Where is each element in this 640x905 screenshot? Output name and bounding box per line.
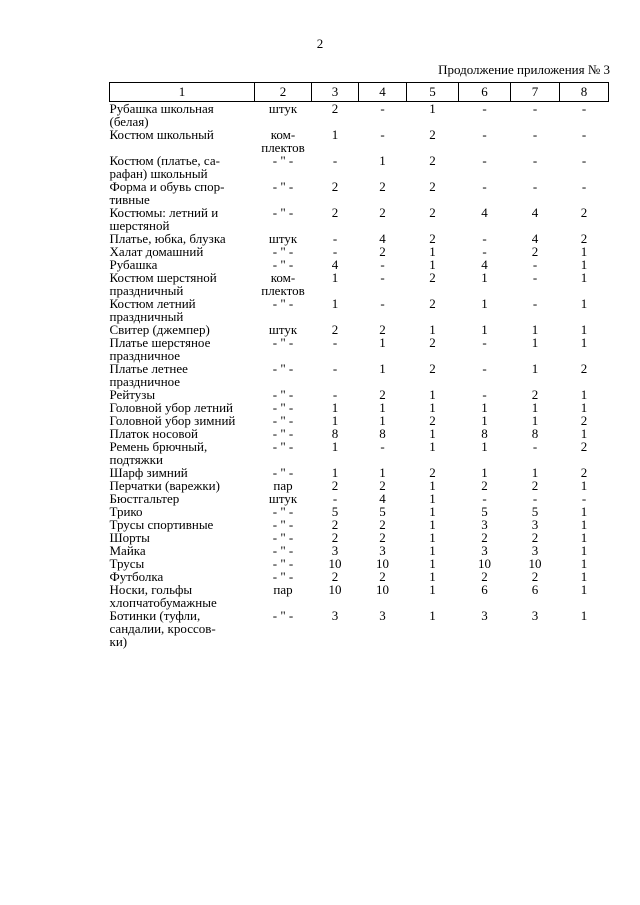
item-name-line: Майка: [109, 543, 146, 558]
quantity-cell: 10: [528, 556, 542, 571]
table-header-row: [110, 83, 609, 102]
quantity-cell: 8: [481, 426, 488, 441]
unit-cell: [255, 583, 312, 609]
item-name-line: Перчатки (варежки): [109, 478, 220, 493]
unit-line: - " -: [272, 426, 294, 441]
quantity-cell: 1: [481, 296, 488, 311]
column-header: 1: [110, 83, 255, 102]
quantity-cell: -: [482, 101, 487, 116]
unit-line: - " -: [272, 413, 294, 428]
table-row: [110, 154, 609, 180]
quantity-cell: 10: [376, 556, 389, 571]
quantity-cell: 1: [481, 322, 488, 337]
item-name-line: (белая): [109, 114, 149, 129]
quantity-cell: 4: [379, 231, 386, 246]
quantity-cell: -: [532, 127, 538, 142]
quantity-cell: 1: [580, 322, 588, 337]
unit-line: штук: [268, 231, 298, 246]
quantity-cell: 2: [379, 179, 386, 194]
quantity-cell: 2: [531, 244, 539, 259]
quantity-cell: 2: [331, 205, 339, 220]
quantity-cell: 2: [481, 569, 488, 584]
clothing-norms-table: [109, 82, 609, 648]
quantity-cell: 2: [379, 530, 386, 545]
quantity-cell: 1: [429, 491, 436, 506]
item-name-line: хлопчатобумажные: [109, 595, 217, 610]
quantity-cell: 10: [478, 556, 491, 571]
quantity-cell: 3: [531, 543, 539, 558]
item-name-line: Форма и обувь спор-: [109, 179, 225, 194]
quantity-cell: 1: [331, 439, 339, 454]
unit-line: - " -: [272, 543, 294, 558]
item-name-line: Носки, гольфы: [109, 582, 193, 597]
quantity-cell: 1: [429, 543, 436, 558]
table-row: [110, 271, 609, 297]
table-row: [110, 128, 609, 154]
quantity-cell: 2: [429, 127, 436, 142]
quantity-cell: 2: [580, 439, 588, 454]
item-name-line: Платок носовой: [109, 426, 198, 441]
quantity-cell: 1: [580, 478, 588, 493]
item-name-line: Шарф зимний: [109, 465, 188, 480]
table-row: [110, 609, 609, 648]
quantity-cell: 1: [429, 426, 436, 441]
item-name-cell: [110, 583, 255, 609]
quantity-cell: 5: [531, 504, 539, 519]
unit-cell: [255, 440, 312, 466]
quantity-cell: 2: [429, 270, 436, 285]
item-name-line: Халат домашний: [109, 244, 204, 259]
quantity-cell: 1: [429, 569, 436, 584]
item-name-cell: [110, 336, 255, 362]
quantity-cell: 3: [481, 543, 488, 558]
quantity-cell: 2: [331, 530, 339, 545]
column-header: 4: [359, 83, 407, 102]
quantity-cell: 1: [429, 400, 436, 415]
quantity-cell: 2: [481, 478, 488, 493]
unit-line: - " -: [272, 179, 294, 194]
quantity-cell: 2: [580, 205, 588, 220]
quantity-cell: -: [581, 179, 587, 194]
quantity-cell: 1: [379, 413, 386, 428]
quantity-cell: 1: [580, 530, 588, 545]
quantity-cell: 8: [379, 426, 386, 441]
quantity-cell: 2: [429, 231, 436, 246]
unit-line: пар: [273, 478, 293, 493]
unit-line: - " -: [272, 335, 294, 350]
quantity-cell: 1: [379, 465, 386, 480]
quantity-cell: -: [380, 439, 385, 454]
table-row: [110, 102, 609, 129]
item-name-line: Костюм летний: [109, 296, 196, 311]
quantity-cell: 1: [429, 530, 436, 545]
unit-cell: [255, 180, 312, 206]
quantity-cell: 4: [481, 205, 488, 220]
quantity-cell: 2: [379, 517, 386, 532]
quantity-cell: 1: [580, 543, 588, 558]
quantity-cell: -: [482, 387, 487, 402]
unit-cell: [255, 362, 312, 388]
quantity-cell: 1: [331, 413, 339, 428]
unit-cell: [255, 206, 312, 232]
quantity-cell: 2: [531, 569, 539, 584]
quantity-cell: 2: [429, 335, 436, 350]
quantity-cell: 2: [331, 101, 339, 116]
quantity-cell: 1: [531, 465, 539, 480]
quantity-cell: 1: [331, 270, 339, 285]
item-name-cell: [110, 102, 255, 129]
unit-cell: [255, 297, 312, 323]
item-name-line: Рубашка: [109, 257, 158, 272]
quantity-cell: 2: [580, 465, 588, 480]
quantity-cell: 2: [331, 322, 339, 337]
quantity-cell: 2: [429, 153, 436, 168]
quantity-cell: 1: [580, 296, 588, 311]
quantity-cell: 4: [481, 257, 488, 272]
item-name-line: Костюмы: летний и: [109, 205, 219, 220]
item-name-cell: [110, 180, 255, 206]
quantity-cell: 1: [331, 296, 339, 311]
unit-line: - " -: [272, 504, 294, 519]
quantity-cell: 1: [580, 335, 588, 350]
table-row: [110, 297, 609, 323]
item-name-line: Трусы: [109, 556, 145, 571]
quantity-cell: 1: [580, 504, 588, 519]
quantity-cell: 1: [429, 556, 436, 571]
quantity-cell: -: [532, 179, 538, 194]
unit-line: - " -: [272, 530, 294, 545]
quantity-cell: -: [332, 361, 338, 376]
quantity-cell: 1: [429, 322, 436, 337]
unit-cell: [255, 102, 312, 129]
column-header: 2: [255, 83, 312, 102]
quantity-cell: 4: [331, 257, 339, 272]
quantity-cell: 1: [531, 335, 539, 350]
quantity-cell: 4: [531, 205, 539, 220]
unit-line: - " -: [272, 439, 294, 454]
item-name-line: сандалии, кроссов-: [109, 621, 216, 636]
quantity-cell: -: [332, 335, 338, 350]
quantity-cell: 1: [429, 478, 436, 493]
quantity-cell: 1: [481, 400, 488, 415]
quantity-cell: -: [581, 491, 587, 506]
unit-line: - " -: [272, 569, 294, 584]
quantity-cell: 3: [481, 517, 488, 532]
quantity-cell: 1: [331, 127, 339, 142]
quantity-cell: -: [380, 270, 385, 285]
unit-line: ком-: [270, 270, 296, 285]
column-header: 7: [511, 83, 560, 102]
quantity-cell: -: [482, 153, 487, 168]
quantity-cell: 5: [379, 504, 386, 519]
item-name-line: рафан) школьный: [109, 166, 208, 181]
item-name-line: Футболка: [109, 569, 164, 584]
item-name-line: праздничное: [109, 348, 181, 363]
quantity-cell: -: [532, 296, 538, 311]
quantity-cell: 3: [379, 608, 386, 623]
quantity-cell: -: [482, 231, 487, 246]
unit-line: плектов: [261, 140, 305, 155]
item-name-line: шерстяной: [109, 218, 170, 233]
quantity-cell: 1: [331, 465, 339, 480]
item-name-line: Костюм (платье, са-: [109, 153, 220, 168]
quantity-cell: 1: [531, 361, 539, 376]
quantity-cell: -: [380, 296, 385, 311]
item-name-line: Головной убор летний: [109, 400, 233, 415]
quantity-cell: 1: [429, 517, 436, 532]
item-name-cell: [110, 297, 255, 323]
item-name-line: Платье летнее: [109, 361, 188, 376]
quantity-cell: 10: [328, 582, 342, 597]
quantity-cell: 1: [580, 257, 588, 272]
unit-line: - " -: [272, 257, 294, 272]
quantity-cell: 2: [580, 231, 588, 246]
page-number: 2: [316, 36, 324, 51]
unit-line: - " -: [272, 517, 294, 532]
quantity-cell: 1: [580, 582, 588, 597]
unit-line: - " -: [272, 556, 294, 571]
quantity-cell: 1: [331, 400, 339, 415]
quantity-cell: -: [332, 153, 338, 168]
quantity-cell: 3: [531, 608, 539, 623]
table-row: [110, 206, 609, 232]
item-name-line: Ботинки (туфли,: [109, 608, 201, 623]
quantity-cell: 1: [429, 504, 436, 519]
item-name-cell: [110, 271, 255, 297]
quantity-cell: 2: [379, 387, 386, 402]
quantity-cell: 2: [379, 322, 386, 337]
quantity-cell: 2: [429, 296, 436, 311]
quantity-cell: -: [532, 101, 538, 116]
quantity-cell: 1: [429, 257, 436, 272]
table-row: [110, 440, 609, 466]
quantity-cell: 2: [331, 569, 339, 584]
unit-line: - " -: [272, 400, 294, 415]
quantity-cell: 6: [481, 582, 488, 597]
item-name-line: праздничный: [109, 309, 184, 324]
item-name-cell: [110, 128, 255, 154]
unit-line: ком-: [270, 127, 296, 142]
item-name-cell: [110, 154, 255, 180]
item-name-line: праздничный: [109, 283, 184, 298]
quantity-cell: 10: [328, 556, 342, 571]
quantity-cell: 1: [531, 322, 539, 337]
column-header: 5: [407, 83, 459, 102]
quantity-cell: -: [332, 387, 338, 402]
quantity-cell: 1: [429, 582, 436, 597]
column-header: 8: [560, 83, 609, 102]
quantity-cell: 3: [481, 608, 488, 623]
quantity-cell: 1: [580, 556, 588, 571]
quantity-cell: -: [482, 179, 487, 194]
quantity-cell: -: [380, 101, 385, 116]
quantity-cell: 1: [580, 569, 588, 584]
column-header: 3: [312, 83, 359, 102]
item-name-line: Шорты: [109, 530, 150, 545]
quantity-cell: 1: [580, 517, 588, 532]
quantity-cell: -: [332, 491, 338, 506]
item-name-line: тивные: [109, 192, 150, 207]
quantity-cell: 2: [429, 205, 436, 220]
quantity-cell: 5: [331, 504, 339, 519]
quantity-cell: 1: [481, 439, 488, 454]
quantity-cell: 4: [531, 231, 539, 246]
quantity-cell: 2: [531, 387, 539, 402]
quantity-cell: 1: [580, 387, 588, 402]
item-name-line: Платье, юбка, блузка: [109, 231, 226, 246]
item-name-line: Рейтузы: [109, 387, 156, 402]
quantity-cell: -: [532, 257, 538, 272]
unit-cell: [255, 336, 312, 362]
quantity-cell: 1: [580, 608, 588, 623]
quantity-cell: 1: [531, 413, 539, 428]
quantity-cell: -: [482, 127, 487, 142]
quantity-cell: 3: [331, 608, 339, 623]
quantity-cell: 2: [429, 465, 436, 480]
quantity-cell: -: [482, 244, 487, 259]
quantity-cell: 1: [429, 439, 436, 454]
quantity-cell: 2: [481, 530, 488, 545]
quantity-cell: -: [532, 439, 538, 454]
item-name-cell: [110, 609, 255, 648]
unit-line: - " -: [272, 153, 294, 168]
quantity-cell: 2: [379, 478, 386, 493]
quantity-cell: 2: [379, 244, 386, 259]
quantity-cell: -: [482, 491, 487, 506]
item-name-line: подтяжки: [109, 452, 163, 467]
unit-line: - " -: [272, 361, 294, 376]
table-row: [110, 180, 609, 206]
item-name-line: праздничное: [109, 374, 181, 389]
column-header: 6: [459, 83, 511, 102]
unit-cell: [255, 271, 312, 297]
quantity-cell: 2: [331, 478, 339, 493]
unit-cell: [255, 128, 312, 154]
quantity-cell: 8: [531, 426, 539, 441]
quantity-cell: -: [532, 270, 538, 285]
quantity-cell: -: [581, 101, 587, 116]
quantity-cell: 2: [429, 361, 436, 376]
quantity-cell: 1: [429, 387, 436, 402]
item-name-line: Костюм шерстяной: [109, 270, 217, 285]
quantity-cell: 1: [379, 400, 386, 415]
item-name-line: ки): [109, 634, 128, 649]
quantity-cell: -: [581, 127, 587, 142]
quantity-cell: 2: [331, 517, 339, 532]
unit-line: - " -: [272, 244, 294, 259]
quantity-cell: -: [332, 244, 338, 259]
unit-cell: [255, 609, 312, 648]
quantity-cell: 1: [379, 335, 386, 350]
item-name-line: Трико: [109, 504, 143, 519]
quantity-cell: 1: [531, 400, 539, 415]
quantity-cell: 1: [481, 270, 488, 285]
quantity-cell: 1: [580, 426, 588, 441]
quantity-cell: 2: [580, 361, 588, 376]
item-name-cell: [110, 362, 255, 388]
quantity-cell: 3: [531, 517, 539, 532]
unit-line: - " -: [272, 205, 294, 220]
unit-line: пар: [273, 582, 293, 597]
unit-cell: [255, 154, 312, 180]
unit-line: - " -: [272, 608, 294, 623]
quantity-cell: 1: [580, 400, 588, 415]
quantity-cell: 8: [331, 426, 339, 441]
table-body: [110, 102, 609, 649]
quantity-cell: 6: [531, 582, 539, 597]
quantity-cell: -: [532, 491, 538, 506]
item-name-line: Головной убор зимний: [109, 413, 236, 428]
table-row: [110, 583, 609, 609]
unit-line: штук: [268, 322, 298, 337]
item-name-line: Ремень брючный,: [109, 439, 208, 454]
appendix-continuation-note: Продолжение приложения № 3: [438, 62, 610, 77]
quantity-cell: 3: [379, 543, 386, 558]
quantity-cell: -: [581, 153, 587, 168]
quantity-cell: -: [332, 231, 338, 246]
unit-line: - " -: [272, 296, 294, 311]
quantity-cell: 1: [580, 244, 588, 259]
quantity-cell: 4: [379, 491, 386, 506]
table-row: [110, 336, 609, 362]
quantity-cell: -: [482, 335, 487, 350]
quantity-cell: 2: [429, 179, 436, 194]
quantity-cell: 1: [481, 465, 488, 480]
quantity-cell: 5: [481, 504, 488, 519]
unit-line: - " -: [272, 387, 294, 402]
quantity-cell: 2: [531, 530, 539, 545]
quantity-cell: 2: [379, 205, 386, 220]
quantity-cell: 1: [429, 101, 436, 116]
item-name-line: Рубашка школьная: [109, 101, 214, 116]
unit-line: штук: [268, 101, 298, 116]
item-name-line: Костюм школьный: [109, 127, 214, 142]
quantity-cell: -: [482, 361, 487, 376]
unit-line: плектов: [261, 283, 305, 298]
quantity-cell: 1: [580, 270, 588, 285]
quantity-cell: 1: [429, 244, 436, 259]
item-name-line: Свитер (джемпер): [109, 322, 210, 337]
quantity-cell: 2: [580, 413, 588, 428]
quantity-cell: 2: [429, 413, 436, 428]
quantity-cell: 2: [379, 569, 386, 584]
quantity-cell: 1: [379, 361, 386, 376]
quantity-cell: 3: [331, 543, 339, 558]
quantity-cell: -: [532, 153, 538, 168]
unit-line: штук: [268, 491, 298, 506]
quantity-cell: -: [380, 127, 385, 142]
quantity-cell: 2: [531, 478, 539, 493]
item-name-cell: [110, 440, 255, 466]
quantity-cell: 1: [429, 608, 436, 623]
item-name-line: Бюстгальтер: [109, 491, 180, 506]
quantity-cell: 2: [331, 179, 339, 194]
item-name-cell: [110, 206, 255, 232]
unit-line: - " -: [272, 465, 294, 480]
item-name-line: Платье шерстяное: [109, 335, 211, 350]
quantity-cell: 1: [481, 413, 488, 428]
quantity-cell: -: [380, 257, 385, 272]
quantity-cell: 1: [379, 153, 386, 168]
quantity-cell: 10: [376, 582, 389, 597]
table-row: [110, 362, 609, 388]
item-name-line: Трусы спортивные: [109, 517, 214, 532]
